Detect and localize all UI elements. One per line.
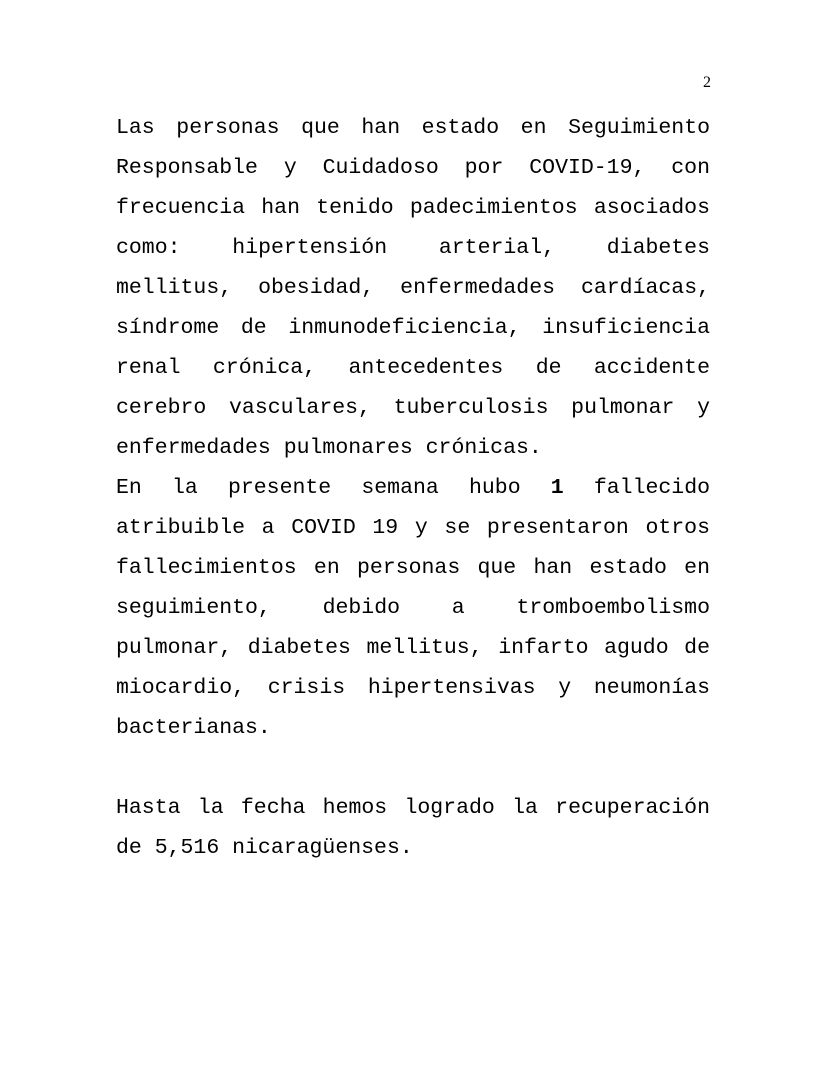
deaths-count: 1 — [550, 476, 564, 500]
deaths-text-before: En la presente semana hubo — [116, 476, 551, 500]
paragraph-comorbidities: Las personas que han estado en Seguimiento Responsable y Cuidadoso por COVID-19, con frecuencia han tenido padecimientos asociados como: hipertensión arterial, diabetes mellitus, obesidad, enfermedades cardíacas, síndrome de inmunodeficiencia, insuficiencia renal crónica, antecedentes de accidente cerebro vasculares, tuberculosis pulmonar y enfermedades pulmonares crónicas. — [116, 116, 710, 460]
paragraph-deaths — [116, 468, 710, 748]
page-number: 2 — [703, 74, 711, 91]
deaths-text-after: fallecido atribuible a COVID 19 y se presentaron otros fallecimientos en personas que han estado en seguimiento, debido a tromboembolismo pulmonar, diabetes mellitus, infarto agudo de miocardio, crisis hipertensivas y neumonías bacterianas. — [116, 476, 710, 740]
paragraph-recoveries: Hasta la fecha hemos logrado la recuperación de 5,516 nicaragüenses. — [116, 796, 710, 860]
